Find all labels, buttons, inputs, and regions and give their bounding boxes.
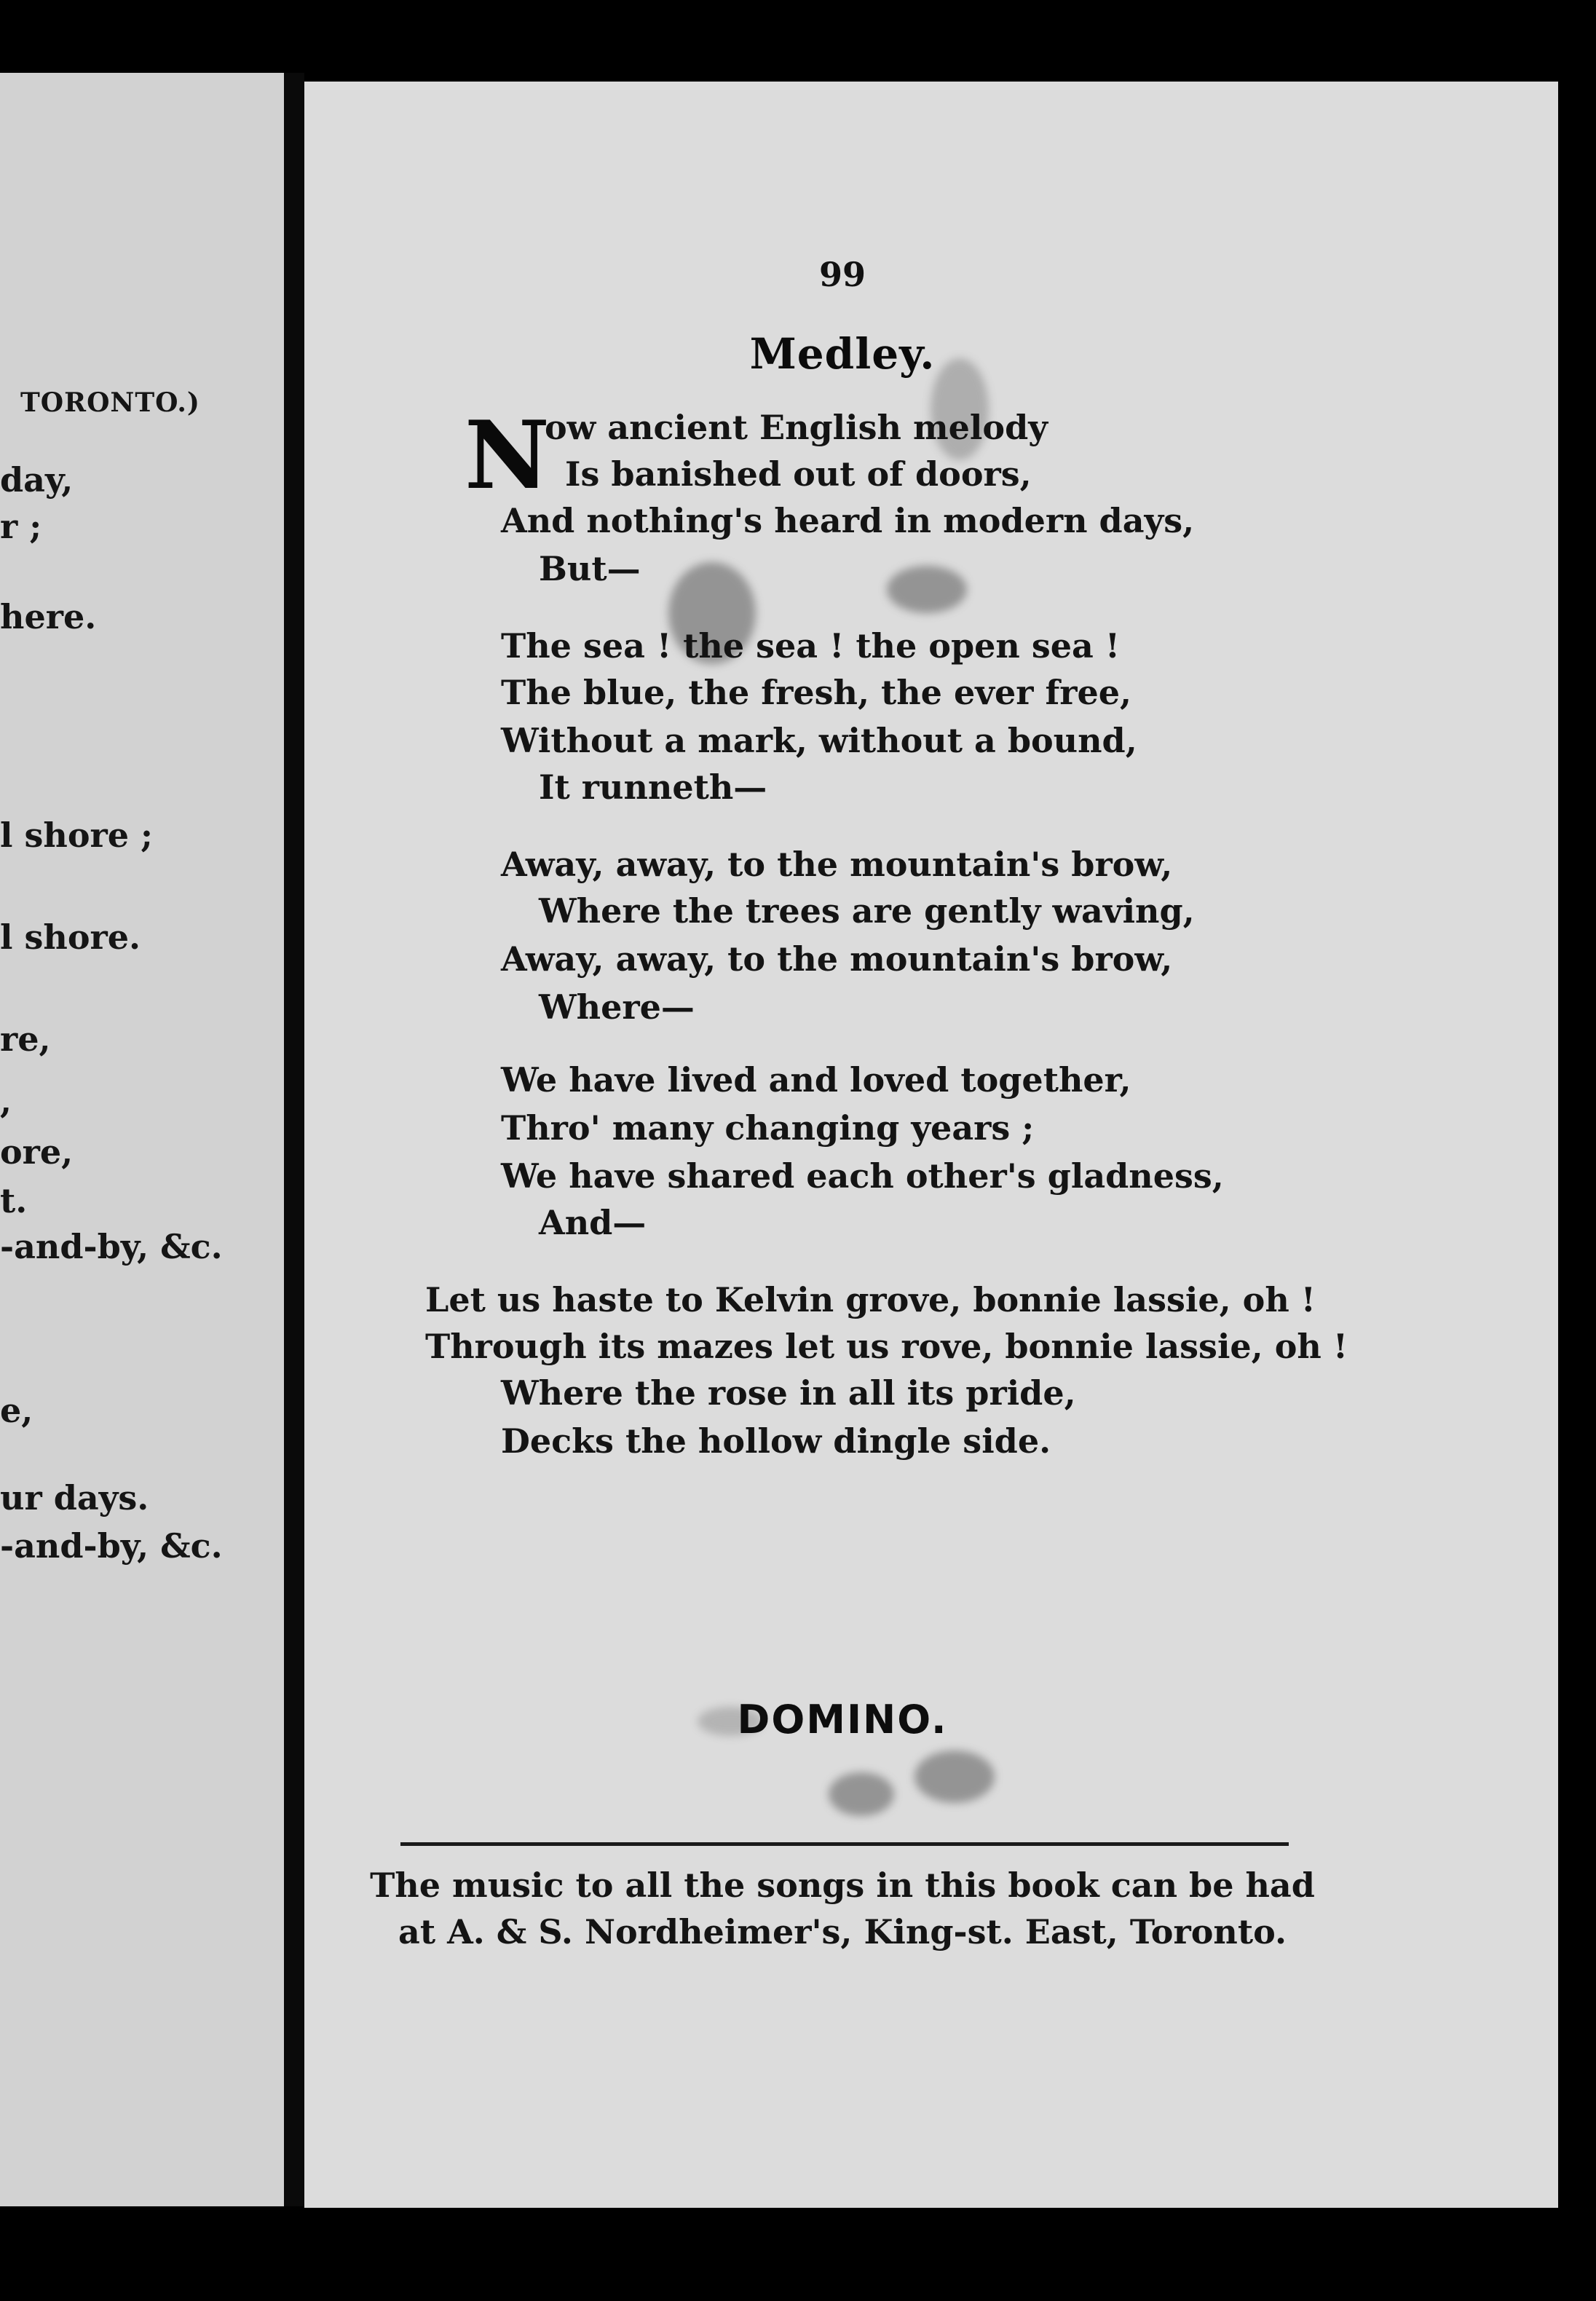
- verse-line: The sea ! the sea ! the open sea !: [501, 626, 1121, 666]
- signature: DOMINO.: [737, 1697, 948, 1742]
- verse-line: ow ancient English melody: [545, 408, 1048, 447]
- drop-cap: N: [465, 401, 550, 510]
- ink-stain: [914, 1751, 995, 1803]
- verse-line: And nothing's heard in modern days,: [501, 501, 1195, 540]
- verse-line: We have shared each other's gladness,: [501, 1156, 1224, 1196]
- page-gutter: [284, 73, 304, 2206]
- verse-line: Without a mark, without a bound,: [501, 721, 1137, 760]
- verse-line: We have lived and loved together,: [501, 1060, 1131, 1100]
- left-line: re,: [0, 1019, 51, 1059]
- left-line: ,: [0, 1081, 12, 1121]
- footer-line: The music to all the songs in this book can be had: [370, 1866, 1315, 1905]
- left-line: ur days.: [0, 1478, 149, 1517]
- left-line: l shore.: [0, 917, 141, 957]
- verse-line: Decks the hollow dingle side.: [501, 1421, 1051, 1461]
- left-page-fragment: [0, 73, 284, 2206]
- verse-line: Away, away, to the mountain's brow,: [501, 939, 1173, 979]
- left-line: r ;: [0, 507, 42, 546]
- verse-line: And—: [539, 1203, 647, 1242]
- left-line: t.: [0, 1181, 28, 1220]
- page-number: 99: [818, 255, 866, 294]
- verse-line: Through its mazes let us rove, bonnie lassie, oh !: [425, 1327, 1348, 1366]
- horizontal-rule: [400, 1842, 1289, 1846]
- verse-line: Away, away, to the mountain's brow,: [501, 845, 1173, 884]
- verse-line: Where the rose in all its pride,: [501, 1373, 1076, 1413]
- ink-stain: [829, 1772, 894, 1816]
- verse-line: The blue, the fresh, the ever free,: [501, 673, 1132, 712]
- left-line: -and-by, &c.: [0, 1526, 223, 1566]
- verse-line: Where the trees are gently waving,: [539, 891, 1195, 931]
- verse-line: Thro' many changing years ;: [501, 1108, 1035, 1148]
- song-title: Medley.: [749, 329, 936, 379]
- verse-line: Let us haste to Kelvin grove, bonnie lassie, oh !: [425, 1280, 1316, 1319]
- ink-stain: [887, 566, 967, 613]
- footer-line: at A. & S. Nordheimer's, King-st. East, Toronto.: [398, 1912, 1287, 1951]
- verse-line: Where—: [539, 987, 695, 1027]
- left-line: -and-by, &c.: [0, 1227, 223, 1266]
- left-line: TORONTO.): [20, 387, 200, 418]
- left-line: ore,: [0, 1132, 74, 1172]
- verse-line: But—: [539, 549, 641, 588]
- left-line: here.: [0, 597, 97, 636]
- verse-line: It runneth—: [539, 767, 767, 807]
- left-line: e,: [0, 1391, 33, 1430]
- left-line: day,: [0, 460, 74, 500]
- verse-line: Is banished out of doors,: [565, 454, 1032, 494]
- book-page: [304, 82, 1558, 2208]
- left-line: l shore ;: [0, 816, 154, 855]
